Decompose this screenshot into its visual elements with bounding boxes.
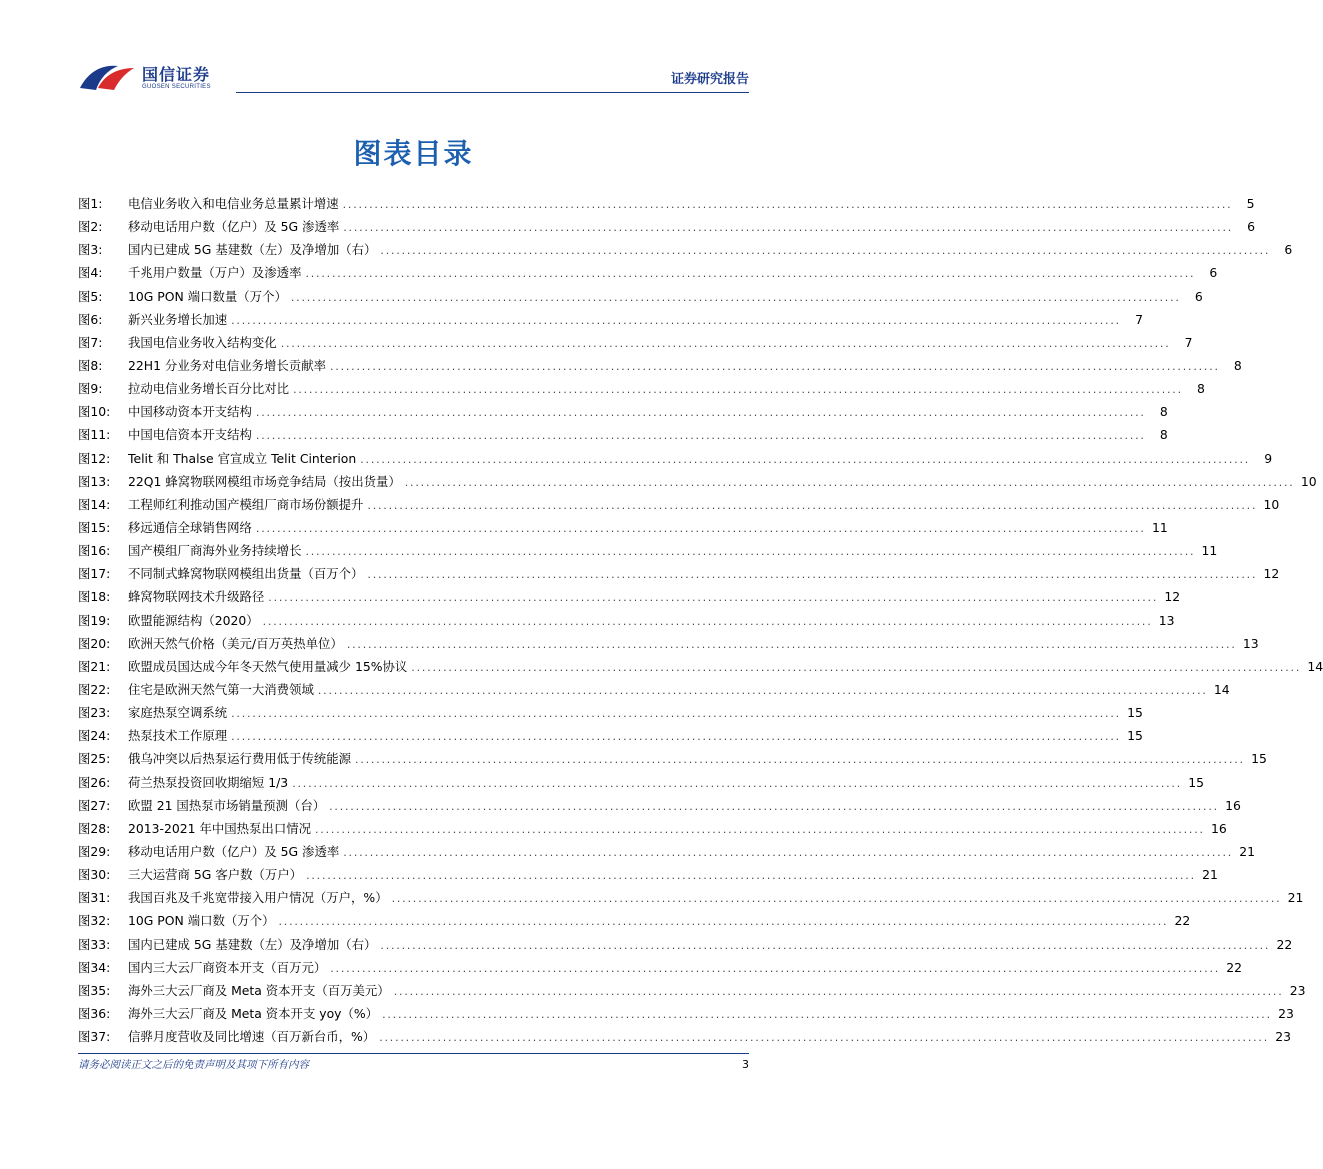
toc-entry-number: 图34: — [78, 959, 111, 975]
toc-dot-leader — [288, 777, 1186, 790]
toc-entry-page: 8 — [1159, 404, 1168, 420]
toc-entry[interactable] — [78, 749, 1267, 772]
toc-entry-title: 国内三大云厂商资本开支（百万元） — [128, 959, 327, 975]
toc-entry[interactable] — [78, 1004, 1294, 1027]
toc-entry-number: 图22: — [78, 681, 111, 697]
toc-entry-page: 12 — [1164, 589, 1181, 605]
figure-list — [78, 194, 1323, 1050]
logo-chinese-name: 国信证券 — [142, 65, 211, 84]
toc-entry[interactable] — [78, 819, 1227, 842]
toc-entry-title: 移动电话用户数（亿户）及 5G 渗透率 — [128, 219, 340, 235]
toc-dot-leader — [363, 499, 1261, 512]
toc-entry[interactable] — [78, 587, 1181, 610]
page-header — [78, 52, 749, 94]
toc-entry-page: 8 — [1159, 427, 1168, 443]
toc-entry-page: 6 — [1209, 265, 1218, 281]
toc-entry-number: 图30: — [78, 867, 111, 883]
toc-dot-leader — [326, 962, 1224, 975]
toc-entry-page: 7 — [1135, 311, 1143, 327]
toc-entry-page: 16 — [1225, 797, 1241, 813]
toc-dot-leader — [339, 221, 1237, 234]
toc-dot-leader — [311, 823, 1209, 836]
toc-entry[interactable] — [78, 194, 1255, 217]
toc-entry-title: 10G PON 端口数（万个） — [128, 913, 275, 929]
toc-dot-leader — [227, 707, 1125, 720]
toc-dot-leader — [388, 892, 1286, 905]
page-number: 3 — [742, 1058, 749, 1071]
toc-entry-page: 11 — [1201, 543, 1218, 559]
toc-entry-title: 工程师红利推动国产模组厂商市场份额提升 — [128, 496, 364, 512]
toc-entry-title: 电信业务收入和电信业务总量累计增速 — [128, 196, 339, 211]
toc-entry[interactable] — [78, 796, 1241, 819]
toc-dot-leader — [287, 291, 1185, 304]
toc-entry-number: 图21: — [78, 658, 111, 674]
toc-entry-number: 图7: — [78, 334, 103, 350]
toc-entry-number: 图16: — [78, 543, 111, 559]
toc-entry-number: 图4: — [78, 265, 103, 281]
toc-entry-page: 15 — [1188, 774, 1205, 790]
toc-entry[interactable] — [78, 472, 1317, 495]
toc-dot-leader — [339, 846, 1237, 859]
toc-dot-leader — [339, 198, 1237, 211]
toc-dot-leader — [376, 939, 1274, 952]
toc-dot-leader — [376, 244, 1274, 257]
toc-entry-number: 图26: — [78, 774, 111, 790]
toc-dot-leader — [407, 661, 1305, 674]
toc-dot-leader — [325, 800, 1223, 813]
toc-dot-leader — [302, 869, 1200, 882]
toc-entry[interactable] — [78, 518, 1168, 541]
toc-entry-page: 14 — [1213, 681, 1230, 697]
toc-entry[interactable] — [78, 402, 1168, 425]
toc-dot-leader — [351, 753, 1249, 766]
toc-entry-title: 国内已建成 5G 基建数（左）及净增加（右） — [128, 242, 377, 258]
toc-entry-title: 2013-2021 年中国热泵出口情况 — [128, 820, 311, 836]
toc-entry-page: 10 — [1263, 496, 1280, 512]
toc-entry[interactable] — [78, 449, 1273, 472]
toc-dot-leader — [274, 915, 1172, 928]
guosen-logo — [78, 58, 228, 94]
toc-entry-title: 欧洲天然气价格（美元/百万英热单位） — [128, 635, 343, 651]
toc-entry-number: 图3: — [78, 242, 103, 258]
toc-entry-title: 我国百兆及千兆宽带接入用户情况（万户，%） — [128, 890, 388, 906]
toc-entry-number: 图35: — [78, 982, 111, 998]
toc-entry-number: 图2: — [78, 219, 103, 235]
toc-entry-number: 图33: — [78, 936, 111, 952]
footer-divider — [78, 1053, 749, 1054]
toc-entry-title: 10G PON 端口数量（万个） — [128, 288, 287, 304]
toc-entry-number: 图14: — [78, 496, 111, 512]
toc-entry-page: 8 — [1233, 357, 1242, 373]
toc-entry-number: 图37: — [78, 1029, 111, 1045]
toc-entry-number: 图31: — [78, 890, 111, 906]
toc-entry-page: 22 — [1226, 959, 1243, 975]
toc-entry[interactable] — [78, 287, 1203, 310]
toc-entry[interactable] — [78, 935, 1293, 958]
toc-entry-title: 欧盟 21 国热泵市场销量预测（台） — [128, 797, 326, 813]
toc-dot-leader — [252, 429, 1150, 442]
toc-entry-page: 7 — [1184, 334, 1193, 350]
toc-entry-title: 中国电信资本开支结构 — [128, 427, 252, 443]
toc-dot-leader — [356, 453, 1254, 466]
toc-dot-leader — [375, 1031, 1273, 1044]
toc-entry-number: 图9: — [78, 381, 103, 397]
toc-entry-number: 图25: — [78, 751, 111, 767]
toc-dot-leader — [227, 314, 1125, 327]
toc-entry-number: 图6: — [78, 311, 103, 327]
toc-entry[interactable] — [78, 541, 1218, 564]
toc-entry-page: 6 — [1247, 219, 1256, 235]
toc-entry-title: 中国移动资本开支结构 — [128, 404, 252, 420]
toc-entry-title: 海外三大云厂商及 Meta 资本开支 yoy（%） — [128, 1005, 379, 1021]
toc-dot-leader — [264, 591, 1162, 604]
toc-entry-title: 荷兰热泵投资回收期缩短 1/3 — [128, 774, 289, 790]
toc-entry-number: 图12: — [78, 450, 111, 466]
toc-entry-page: 8 — [1197, 381, 1205, 397]
toc-entry[interactable] — [78, 333, 1193, 356]
toc-entry-page: 6 — [1284, 242, 1293, 258]
toc-entry-title: 热泵技术工作原理 — [128, 728, 228, 744]
toc-entry[interactable] — [78, 726, 1143, 749]
toc-entry[interactable] — [78, 773, 1205, 796]
toc-entry-title: 家庭热泵空调系统 — [128, 705, 228, 721]
toc-entry-number: 图36: — [78, 1005, 111, 1021]
toc-entry[interactable] — [78, 865, 1218, 888]
toc-entry-title: 海外三大云厂商及 Meta 资本开支（百万美元） — [128, 982, 390, 998]
toc-entry-number: 图19: — [78, 612, 111, 628]
toc-entry-title: 千兆用户数量（万户）及渗透率 — [128, 265, 302, 281]
toc-entry-number: 图29: — [78, 843, 111, 859]
toc-entry-page: 23 — [1289, 982, 1306, 998]
toc-dot-leader — [277, 337, 1175, 350]
footer-disclaimer: 请务必阅读正文之后的免责声明及其项下所有内容 — [78, 1059, 309, 1071]
toc-entry-number: 图28: — [78, 820, 111, 836]
toc-entry-title: 欧盟成员国达成今年冬天然气使用量减少 15%协议 — [128, 658, 408, 674]
toc-entry-page: 6 — [1194, 288, 1203, 304]
toc-entry-number: 图24: — [78, 728, 111, 744]
toc-entry-page: 15 — [1127, 705, 1143, 721]
toc-entry[interactable] — [78, 703, 1143, 726]
toc-entry-page: 22 — [1174, 913, 1191, 929]
toc-entry-page: 21 — [1287, 890, 1304, 906]
toc-entry-number: 图20: — [78, 635, 111, 651]
toc-dot-leader — [289, 383, 1187, 396]
toc-entry[interactable] — [78, 981, 1306, 1004]
toc-entry-title: Telit 和 Thalse 官宣成立 Telit Cinterion — [128, 450, 357, 466]
toc-entry[interactable] — [78, 958, 1243, 981]
toc-entry-number: 图10: — [78, 404, 111, 420]
toc-entry[interactable] — [78, 495, 1280, 518]
toc-dot-leader — [314, 684, 1212, 697]
toc-entry[interactable] — [78, 888, 1304, 911]
toc-entry[interactable] — [78, 240, 1293, 263]
toc-entry-number: 图15: — [78, 519, 111, 535]
toc-entry-page: 13 — [1158, 612, 1175, 628]
toc-entry-page: 10 — [1300, 473, 1317, 489]
toc-entry[interactable] — [78, 217, 1256, 240]
toc-entry[interactable] — [78, 1027, 1292, 1050]
toc-entry-title: 拉动电信业务增长百分比对比 — [128, 381, 290, 397]
toc-entry-page: 23 — [1275, 1029, 1292, 1045]
toc-entry-title: 住宅是欧洲天然气第一大消费领域 — [128, 681, 314, 697]
toc-dot-leader — [401, 476, 1299, 489]
toc-dot-leader — [252, 522, 1150, 535]
toc-entry-page: 23 — [1278, 1005, 1294, 1021]
toc-dot-leader — [301, 545, 1199, 558]
toc-entry-page: 15 — [1127, 728, 1143, 744]
toc-entry[interactable] — [78, 657, 1323, 680]
page-title: 图表目录 — [353, 137, 474, 170]
toc-dot-leader — [301, 267, 1199, 280]
toc-dot-leader — [326, 360, 1224, 373]
header-divider — [236, 92, 749, 93]
toc-dot-leader — [363, 568, 1261, 581]
toc-entry-title: 三大运营商 5G 客户数（万户） — [128, 867, 303, 883]
toc-entry-page: 15 — [1251, 751, 1267, 767]
toc-entry-title: 俄乌冲突以后热泵运行费用低于传统能源 — [128, 751, 352, 767]
toc-entry-title: 国产模组厂商海外业务持续增长 — [128, 543, 302, 559]
toc-entry-title: 不同制式蜂窝物联网模组出货量（百万个） — [128, 566, 364, 582]
toc-entry[interactable] — [78, 842, 1256, 865]
toc-entry-number: 图5: — [78, 288, 103, 304]
toc-entry-title: 新兴业务增长加速 — [128, 311, 228, 327]
toc-entry[interactable] — [78, 379, 1205, 402]
toc-dot-leader — [378, 1008, 1276, 1021]
toc-entry-title: 22H1 分业务对电信业务增长贡献率 — [128, 357, 326, 373]
toc-entry-number: 图32: — [78, 913, 111, 929]
toc-entry-page: 22 — [1276, 936, 1293, 952]
toc-dot-leader — [390, 985, 1288, 998]
toc-entry-page: 12 — [1263, 566, 1280, 582]
guosen-logo-icon — [78, 58, 138, 94]
toc-entry[interactable] — [78, 911, 1191, 934]
toc-entry-title: 蜂窝物联网技术升级路径 — [128, 589, 265, 605]
toc-dot-leader — [343, 638, 1241, 651]
toc-dot-leader — [259, 615, 1157, 628]
toc-entry[interactable] — [78, 634, 1259, 657]
toc-entry[interactable] — [78, 263, 1218, 286]
toc-entry-number: 图11: — [78, 427, 111, 443]
toc-entry-page: 14 — [1307, 658, 1323, 674]
toc-entry[interactable] — [78, 564, 1280, 587]
toc-entry-page: 11 — [1151, 519, 1168, 535]
toc-entry[interactable] — [78, 611, 1175, 634]
toc-entry-page: 9 — [1264, 450, 1273, 466]
toc-entry-number: 图18: — [78, 589, 111, 605]
toc-entry-page: 21 — [1202, 867, 1218, 883]
toc-entry-number: 图13: — [78, 473, 111, 489]
toc-entry-number: 图1: — [78, 196, 103, 211]
logo-english-name: GUOSEN SECURITIES — [142, 84, 211, 90]
report-type-label: 证券研究报告 — [670, 72, 749, 87]
toc-entry[interactable] — [78, 680, 1230, 703]
toc-entry-title: 欧盟能源结构（2020） — [128, 612, 259, 628]
toc-entry[interactable] — [78, 310, 1143, 333]
toc-entry-page: 21 — [1239, 843, 1256, 859]
toc-entry-number: 图17: — [78, 566, 111, 582]
toc-entry-page: 16 — [1211, 820, 1227, 836]
toc-entry-page: 13 — [1242, 635, 1259, 651]
toc-entry-page: 5 — [1246, 196, 1255, 211]
toc-entry-title: 22Q1 蜂窝物联网模组市场竞争结局（按出货量） — [128, 473, 401, 489]
toc-entry-title: 移远通信全球销售网络 — [128, 519, 252, 535]
toc-entry-number: 图27: — [78, 797, 111, 813]
toc-entry-number: 图8: — [78, 357, 103, 373]
toc-entry-title: 信骅月度营收及同比增速（百万新台币，%） — [128, 1029, 376, 1045]
toc-entry-title: 国内已建成 5G 基建数（左）及净增加（右） — [128, 936, 377, 952]
toc-entry-number: 图23: — [78, 705, 111, 721]
toc-entry-title: 移动电话用户数（亿户）及 5G 渗透率 — [128, 843, 340, 859]
toc-dot-leader — [252, 406, 1150, 419]
toc-dot-leader — [227, 730, 1125, 743]
toc-entry[interactable] — [78, 356, 1242, 379]
toc-entry[interactable] — [78, 425, 1168, 448]
toc-entry-title: 我国电信业务收入结构变化 — [128, 334, 277, 350]
